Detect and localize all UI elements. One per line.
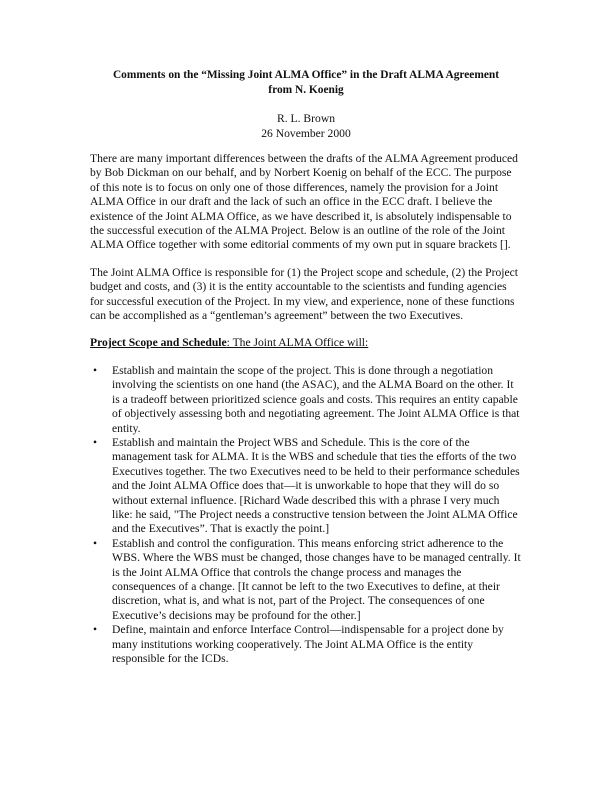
list-item-text: Establish and control the configuration. This means enforcing strict adherence to the WBS. Where the WBS must be changed, those changes have to be managed centrally. It is the Joint ALMA Office that controls the change process and manages the consequences of a change. [It cannot be left to the two Executives to define, at their discretion, what is, and what is not, part of the Project. The consequences of one Executive’s decisions may be profound for the other.] <box>112 536 521 622</box>
bullet-icon: • <box>92 435 98 449</box>
list-item <box>90 436 522 537</box>
list-item <box>90 364 522 436</box>
section-heading <box>90 336 522 350</box>
bullet-icon: • <box>92 363 98 377</box>
list-item <box>90 623 522 666</box>
intro-paragraph: There are many important differences between the drafts of the ALMA Agreement produced by Bob Dickman on our behalf, and by Norbert Koenig on behalf of the ECC. The purpose of this note is to focus on only one of those differences, namely the provision for a Joint ALMA Office in our draft and the lack of such an office in the ECC draft. I believe the existence of the Joint ALMA Office, as we have described it, is absolutely indispensable to the successful execution of the ALMA Project. Below is an outline of the role of the Joint ALMA Office together with some editorial comments of my own put in square brackets []. <box>90 152 518 252</box>
bullet-icon: • <box>92 536 98 550</box>
section-heading-label: Project Scope and Schedule <box>90 336 227 350</box>
title-line-2: from N. Koenig <box>268 84 344 96</box>
document-title <box>90 68 522 98</box>
title-line-1: Comments on the “Missing Joint ALMA Office” in the Draft ALMA Agreement <box>112 69 500 81</box>
bullet-icon: • <box>92 623 98 637</box>
list-item-text: Establish and maintain the scope of the project. This is done through a negotiation involving the scientists on one hand (the ASAC), and the ALMA Board on the other. It is a tradeoff between prioritized science goals and costs. This requires an entity capable of objectively assessing both and negotiating agreement. The Joint ALMA Office is that entity. <box>112 363 520 435</box>
list-item-text: Establish and maintain the Project WBS and Schedule. This is the core of the management task for ALMA. It is the WBS and schedule that ties the efforts of the two Executives together. The two Executives need to be held to their performance schedules and the Joint ALMA Office does that—it is unworkable to hope that they will do so without external influence. [Richard Wade described this with a phrase I very much like: he said, "The Project needs a constructive tension between the Joint ALMA Office and the Executives”. That is exactly the point.] <box>112 435 520 536</box>
document-page <box>90 68 522 666</box>
bullet-list <box>90 364 522 667</box>
author-name: R. L. Brown <box>277 112 335 125</box>
author-block <box>90 111 522 141</box>
section-heading-rest: : The Joint ALMA Office will: <box>226 336 369 350</box>
list-item <box>90 537 522 623</box>
document-date: 26 November 2000 <box>261 127 351 140</box>
list-item-text: Define, maintain and enforce Interface Control—indispensable for a project done by many institutions working cooperatively. The Joint ALMA Office is the entity responsible for the ICDs. <box>112 623 504 665</box>
responsibilities-paragraph: The Joint ALMA Office is responsible for (1) the Project scope and schedule, (2) the Project budget and costs, and (3) it is the entity accountable to the scientists and funding agencies for successful execution of the Project. In my view, and experience, none of these functions can be accomplished as a “gentleman’s agreement” between the two Executives. <box>90 265 518 323</box>
